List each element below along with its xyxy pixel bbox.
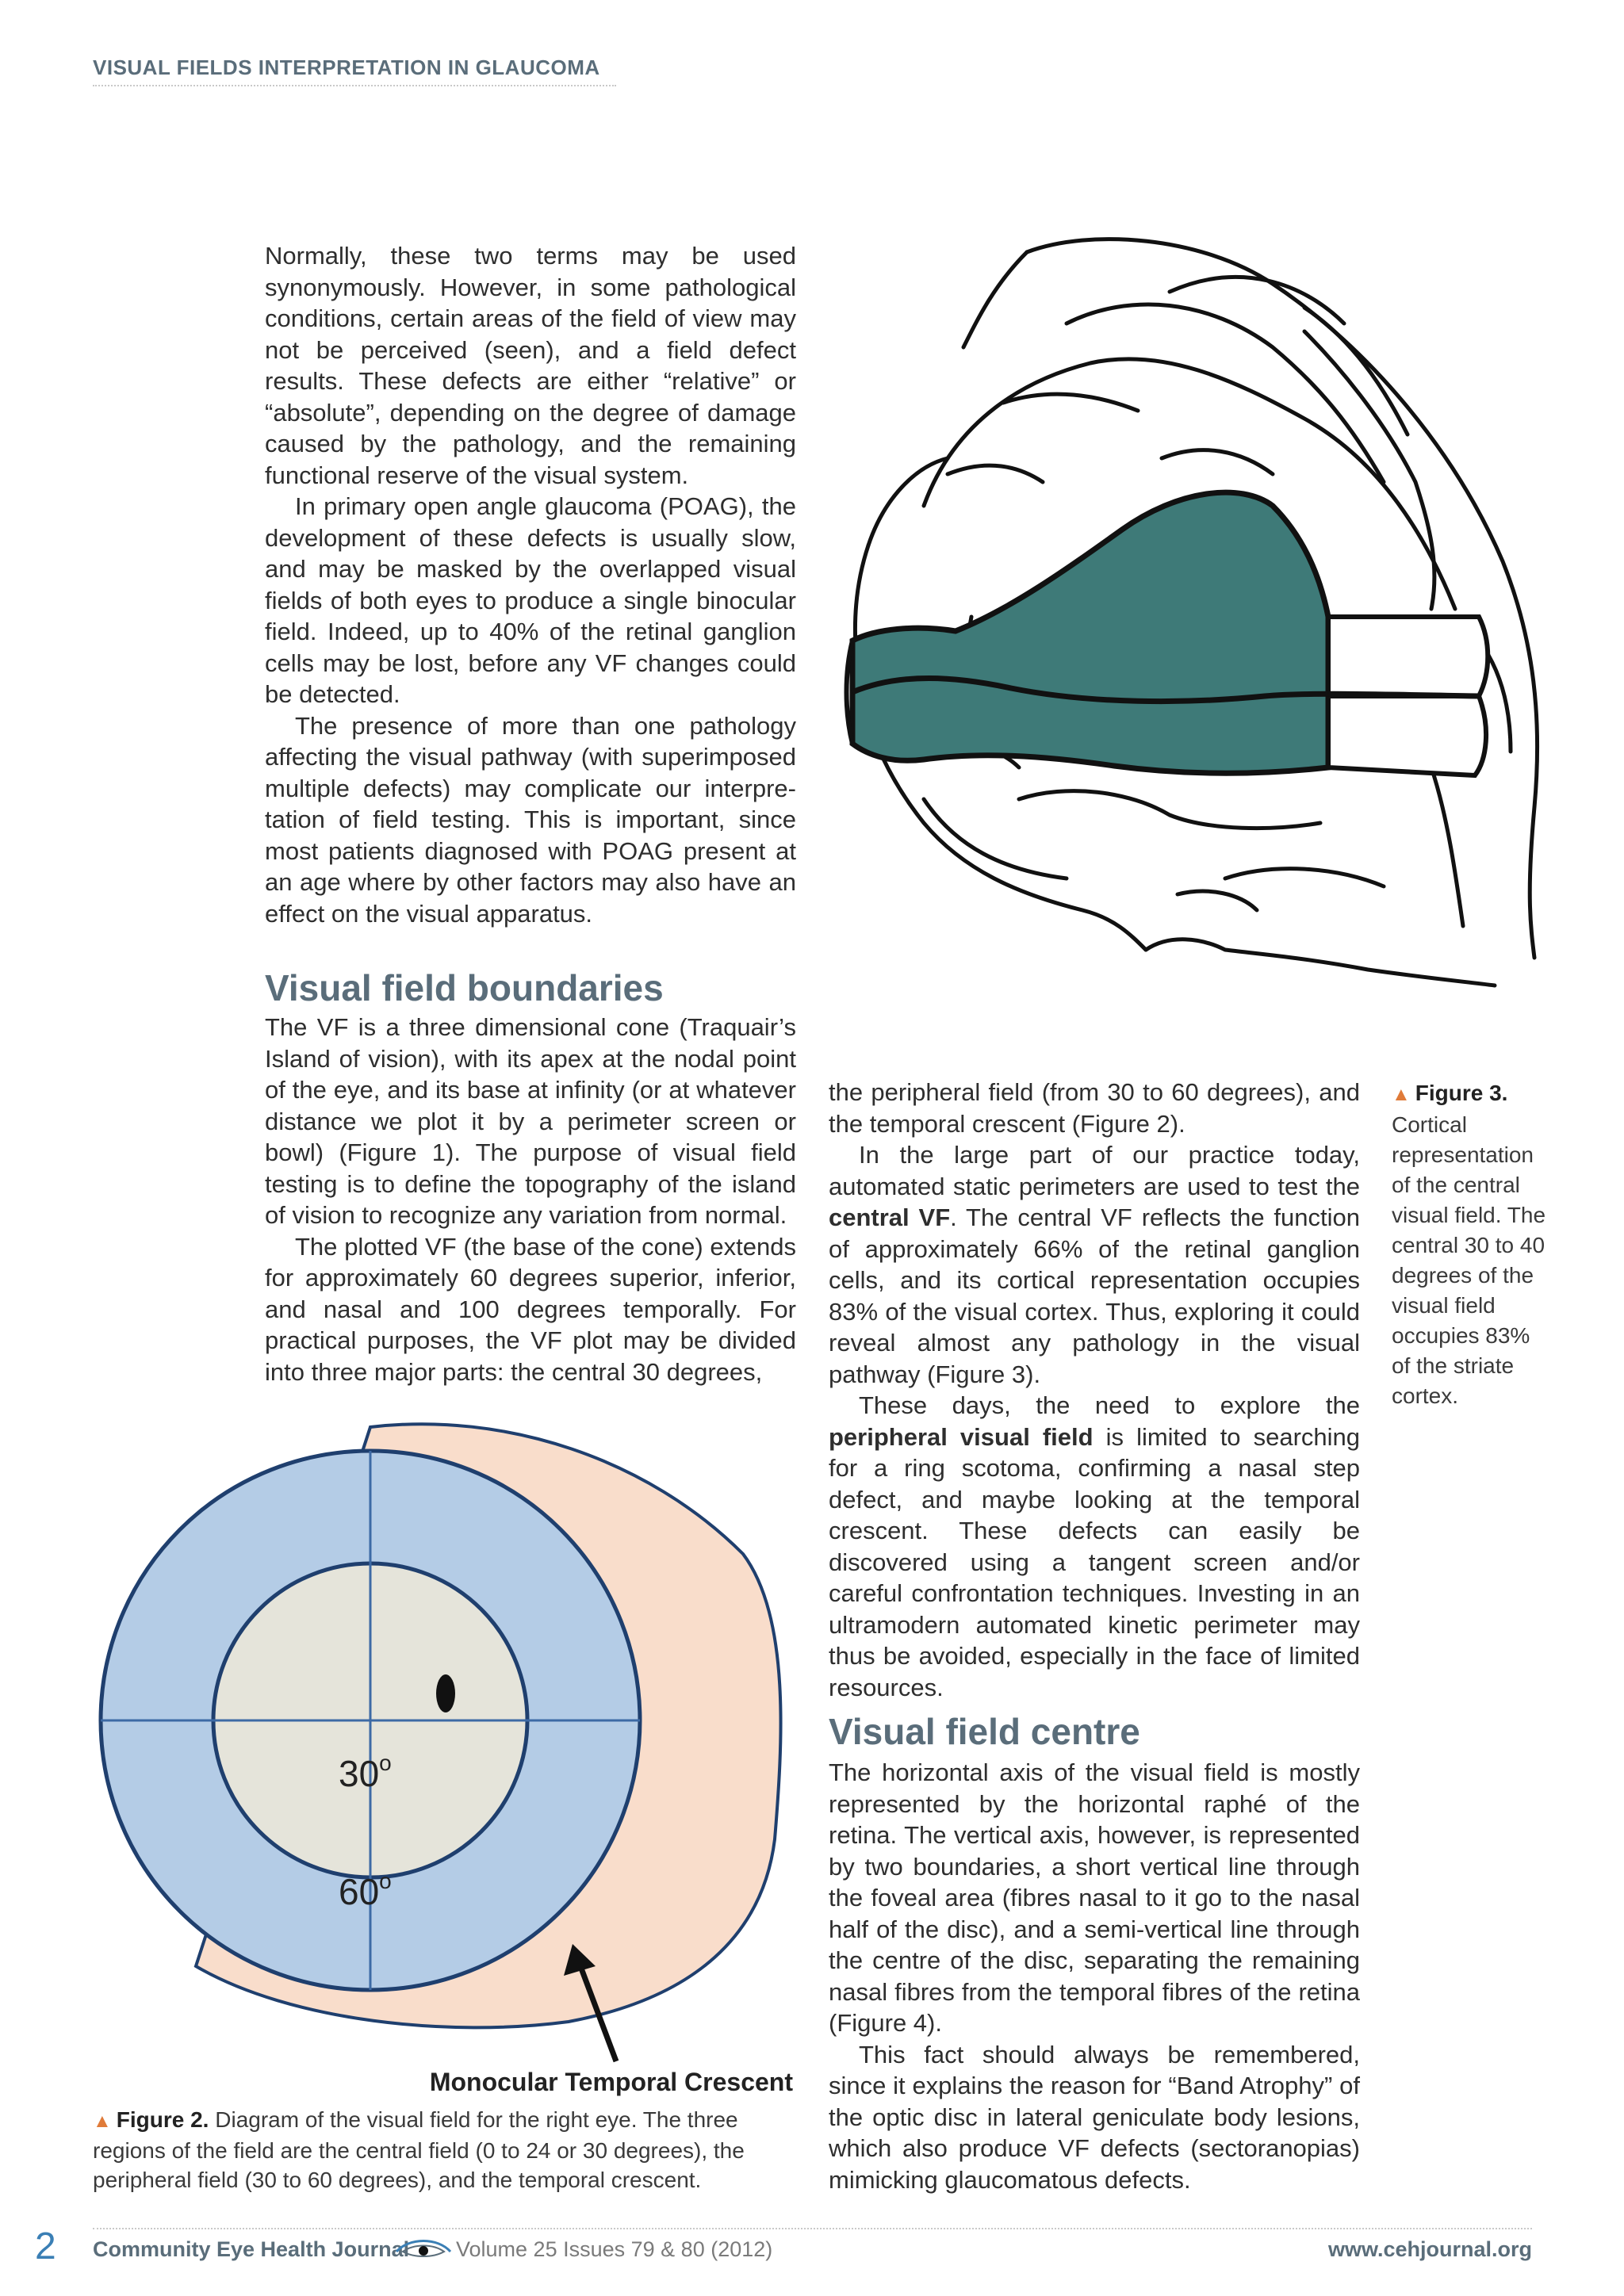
figure-3-cortex-drawing bbox=[829, 197, 1542, 1029]
central-field-representation bbox=[852, 492, 1328, 773]
caption-label: Figure 2. bbox=[116, 2107, 209, 2132]
page-number: 2 bbox=[35, 2225, 56, 2267]
paragraph bbox=[829, 1390, 1360, 1703]
figure-2-visual-field-diagram bbox=[93, 1411, 806, 2077]
right-column bbox=[829, 1077, 1360, 1703]
bold-term: central VF bbox=[829, 1203, 951, 1231]
left-column-top bbox=[265, 240, 796, 929]
section-heading-centre: Visual field centre bbox=[829, 1711, 1140, 1752]
text-run: . The central VF reflects the function of approximately 66% of the retinal ganglion cells, and its cortical representation occupies 83% of the visual cortex. Thus, exploring it could reveal almost any pathology in the visual pathway (Figure 3). bbox=[829, 1203, 1360, 1388]
paragraph: The presence of more than one pathology affecting the visual pathway (with superimposed multiple defects) may complicate our interpre-tation of field testing. This is important, since most patients diagnosed with POAG present at an age where by other factors may also have an effect on the visual apparatus. bbox=[265, 711, 796, 928]
text-run: These days, the need to explore the bbox=[859, 1391, 1360, 1419]
paragraph: the peripheral field (from 30 to 60 degrees), and the temporal crescent (Figure 2). bbox=[829, 1078, 1360, 1138]
label-60-value: 60 bbox=[339, 1871, 380, 1912]
caption-text: Diagram of the visual field for the right eye. The three regions of the field are the central field (0 to 24 or 30 degrees), the peripheral field (30 to 60 degrees), and the temporal crescent. bbox=[93, 2107, 745, 2192]
paragraph bbox=[829, 1139, 1360, 1390]
right-column-centre bbox=[829, 1757, 1360, 2195]
footer-url: www.cehjournal.org bbox=[1327, 2237, 1532, 2261]
footer-volume: Volume 25 Issues 79 & 80 (2012) bbox=[456, 2237, 773, 2261]
eye-logo-icon bbox=[395, 2236, 452, 2261]
label-30-value: 30 bbox=[339, 1753, 380, 1794]
caption-text: Cortical representation of the central visual field. The central 30 to 40 degrees of the visual field occupies 83% of the striate cortex. bbox=[1392, 1112, 1546, 1408]
paragraph: Normally, these two terms may be used synonymously. However, in some pathological conditions, certain areas of the field of view may not be perceived (seen), and a field defect results. These defects are either “relative” or “absolute”, depending on the degree of damage caused by the pathology, and the remaining functional reserve of the visual system. bbox=[265, 242, 796, 489]
caption-label: Figure 3. bbox=[1415, 1081, 1508, 1105]
figure-3-caption bbox=[1392, 1078, 1550, 1411]
paragraph: The plotted VF (the base of the cone) extends for approximately 60 degrees superior, inferior, and nasal and 100 degrees temporally. For practical purposes, the VF plot may be divided into three major parts: the central 30 degrees, bbox=[265, 1232, 796, 1386]
figure-2-caption bbox=[93, 2105, 806, 2195]
bold-term: peripheral visual field bbox=[829, 1422, 1094, 1451]
crescent-label: Monocular Temporal Crescent bbox=[429, 2068, 793, 2096]
text-run: is limited to searching for a ring scotoma, confirming a nasal step defect, and maybe looking at the temporal crescent. These defects can easily be discovered using a tangent screen and/or careful confrontation techniques. Investing in an ultramodern automated kinetic perimeter may thus be avoided, especially in the face of limited resources. bbox=[829, 1422, 1361, 1701]
degree-symbol: o bbox=[379, 1869, 392, 1893]
paragraph: In primary open angle glaucoma (POAG), the development of these defects is usually slow, and may be masked by the overlapped visual fields of both eyes to produce a single binocular field. Indeed, up to 40% of the retinal ganglion cells may be lost, before any VF changes could be detected. bbox=[265, 492, 796, 708]
section-heading-boundaries: Visual field boundaries bbox=[265, 967, 664, 1008]
paragraph: This fact should always be remembered, since it explains the reason for “Band Atrophy” of the optic disc in lateral geniculate body lesions, which also produce VF defects (sectoranopias) mimicking glaucomatous defects. bbox=[829, 2040, 1360, 2194]
blind-spot bbox=[436, 1674, 455, 1712]
paragraph: The VF is a three dimensional cone (Traquair’s Island of vision), with its apex at the nodal point of the eye, and its base at infinity (or at whatever distance we plot it by a perimeter screen or bowl) (Figure 1). The purpose of visual field testing is to define the topography of the island of vision to recognize any variation from normal. bbox=[265, 1013, 796, 1229]
running-title: VISUAL FIELDS INTERPRETATION IN GLAUCOMA bbox=[93, 55, 616, 86]
paragraph: The horizontal axis of the visual field is mostly represented by the horizontal raphé of the retina. The vertical axis, however, is represented by two boundaries, a short vertical line through the foveal area (fibres nasal to it go to the nasal half of the disc), and a semi-vertical line through the centre of the disc, separating the remaining nasal fibres from the temporal fibres of the retina (Figure 4). bbox=[829, 1758, 1360, 2037]
footer-journal-name: Community Eye Health Journal bbox=[93, 2237, 410, 2261]
caption-marker-icon: ▲ bbox=[1392, 1084, 1411, 1105]
footer-divider bbox=[93, 2228, 1532, 2229]
caption-marker-icon: ▲ bbox=[93, 2110, 112, 2132]
text-run: In the large part of our practice today, automated static perimeters are used to test the bbox=[829, 1141, 1360, 1200]
left-column-boundaries bbox=[265, 1012, 796, 1387]
degree-symbol: o bbox=[379, 1751, 392, 1775]
